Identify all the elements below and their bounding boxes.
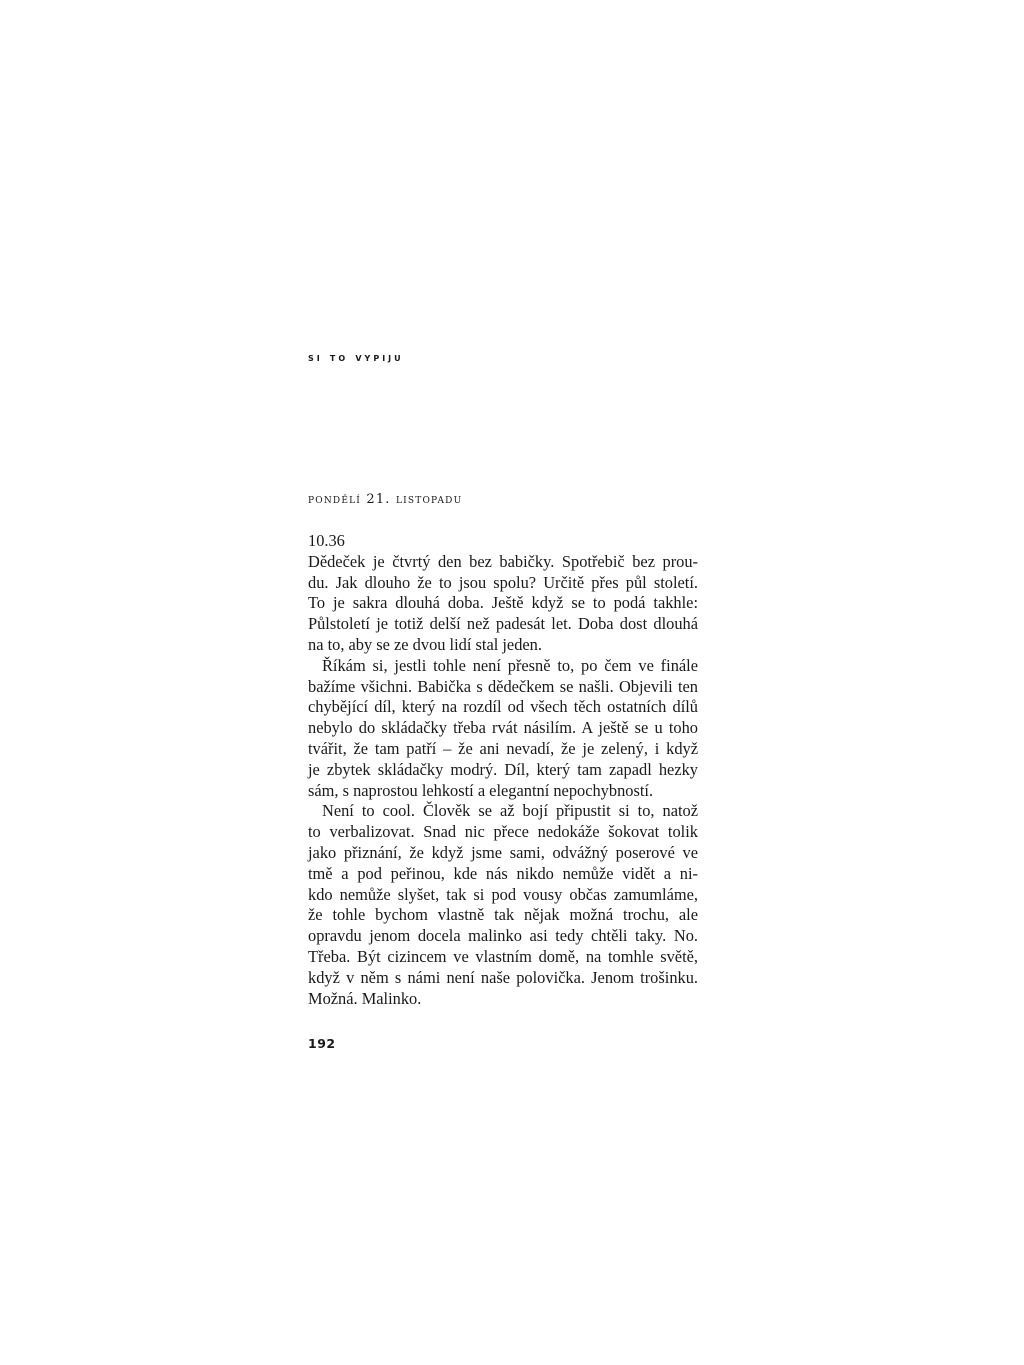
- text-line: že tohle bychom vlastně tak nějak možná trochu, ale: [308, 905, 698, 925]
- text-line: tmě a pod peřinou, kde nás nikdo nemůže vidět a ni-: [308, 863, 698, 883]
- text-line: tvářit, že tam patří – že ani nevadí, že je zelený, i když: [308, 738, 698, 758]
- paragraph-2: [308, 656, 698, 802]
- text-line: na to, aby se ze dvou lidí stal jeden.: [308, 634, 542, 654]
- running-head: si to vypiju: [308, 350, 404, 364]
- text-line: jako přiznání, že když jsme sami, odvážný poserové ve: [308, 842, 698, 862]
- text-line: To je sakra dlouhá doba. Ještě když se to podá takhle:: [308, 593, 698, 613]
- text-line: to verbalizovat. Snad nic přece nedokáže šokovat tolik: [308, 822, 698, 842]
- text-line: nebylo do skládačky třeba rvát násilím. A ještě se u toho: [308, 718, 698, 738]
- text-line: sám, s naprostou lehkostí a elegantní nepochybností.: [308, 780, 654, 800]
- text-line: kdo nemůže slyšet, tak si pod vousy občas zamumláme,: [308, 884, 698, 904]
- paragraph-3: [308, 801, 698, 1009]
- text-line: du. Jak dlouho že to jsou spolu? Určitě přes půl století.: [308, 572, 698, 592]
- text-line: Není to cool. Člověk se až bojí připustit si to, natož: [322, 801, 698, 821]
- text-block: [308, 531, 698, 1009]
- page-number: 192: [308, 1036, 336, 1051]
- date-heading: pondělí 21. listopadu: [308, 492, 463, 507]
- text-line: chybějící díl, který na rozdíl od všech těch ostatních dílů: [308, 697, 698, 717]
- text-line: Třeba. Být cizincem ve vlastním domě, na tomhle světě,: [308, 946, 698, 966]
- text-line: Dědeček je čtvrtý den bez babičky. Spotřebič bez prou-: [308, 551, 698, 571]
- text-line: Možná. Malinko.: [308, 988, 422, 1008]
- text-line: Půlstoletí je totiž delší než padesát let. Doba dost dlouhá: [308, 614, 698, 634]
- text-line: Říkám si, jestli tohle není přesně to, po čem ve finále: [322, 655, 698, 675]
- text-line: je zbytek skládačky modrý. Díl, který tam zapadl hezky: [308, 759, 698, 779]
- paragraph-1: [308, 552, 698, 656]
- text-line: bažíme všichni. Babička s dědečkem se našli. Objevili ten: [308, 676, 698, 696]
- time-stamp: 10.36: [308, 531, 345, 550]
- text-line: když v něm s námi není naše polovička. Jenom trošinku.: [308, 967, 698, 987]
- text-line: opravdu jenom docela malinko asi tedy chtěli taky. No.: [308, 926, 698, 946]
